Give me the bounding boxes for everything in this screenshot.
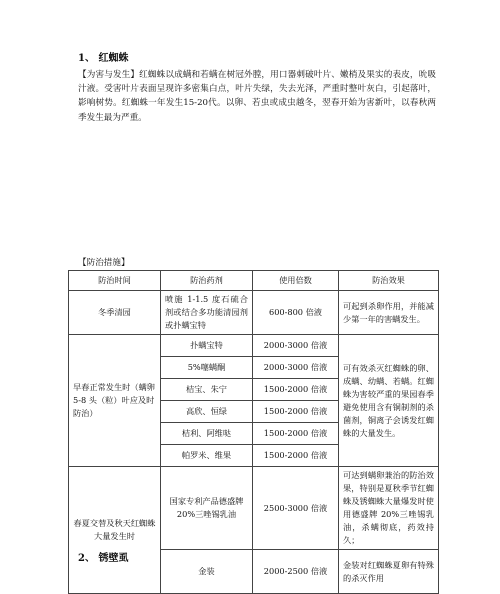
- cell-agent: 5%噻螨酮: [161, 357, 253, 379]
- cell-time: 春夏交替及秋天红蜘蛛大量发生时: [69, 467, 161, 594]
- cell-ratio: 1500-2000 倍液: [253, 445, 339, 467]
- cell-agent: 桔宝、朱宁: [161, 379, 253, 401]
- cell-ratio: 2000-2500 倍液: [253, 550, 339, 594]
- cell-agent: 国家专利产品德盛牌 20%三唑锡乳油: [161, 467, 253, 550]
- cell-effect: 可达到螨卵兼治的防治效果，特别是夏秋季节红蜘蛛及锈蜘蛛大量爆发时使用德盛牌 20%三唑锡乳油，杀螨彻底，药效持久；: [339, 467, 439, 550]
- header-ratio: 使用倍数: [253, 271, 339, 291]
- cell-ratio: 2500-3000 倍液: [253, 467, 339, 550]
- cell-ratio: 2000-3000 倍液: [253, 357, 339, 379]
- cell-time: 早春正常发生时（螨卵 5-8 头（粒）叶应及时防治）: [69, 335, 161, 467]
- cell-ratio: 1500-2000 倍液: [253, 423, 339, 445]
- cell-agent: 桔利、阿维哒: [161, 423, 253, 445]
- header-time: 防治时间: [69, 271, 161, 291]
- cell-effect: 可起到杀卵作用，并能减少第一年的害螨发生。: [339, 291, 439, 335]
- measures-title: 【防治措施】: [78, 258, 130, 268]
- cell-agent: 喷施 1-1.5 度石硫合剂或结合多功能清园剂或扑螨宝特: [161, 291, 253, 335]
- cell-agent: 金装: [161, 550, 253, 594]
- cell-agent: 帕罗米、维果: [161, 445, 253, 467]
- control-table: [68, 270, 439, 594]
- table-header-row: [69, 271, 439, 291]
- cell-effect: 金装对红蜘蛛夏卵有特殊的杀灭作用: [339, 550, 439, 594]
- header-effect: 防治效果: [339, 271, 439, 291]
- table-row: [69, 467, 439, 550]
- cell-ratio: 1500-2000 倍液: [253, 401, 339, 423]
- cell-ratio: 2000-3000 倍液: [253, 335, 339, 357]
- cell-ratio: 1500-2000 倍液: [253, 379, 339, 401]
- cell-time: 冬季清园: [69, 291, 161, 335]
- cell-ratio: 600-800 倍液: [253, 291, 339, 335]
- section-heading-red-spider: 1、 红蜘蛛: [78, 53, 129, 64]
- cell-effect: 可有效杀灭红蜘蛛的卵、成螨、幼螨、若螨。红蜘蛛为害较严重的果园春季避免使用含有铜制剂的杀菌剂，铜离子会诱发红蜘蛛的大量发生。: [339, 335, 439, 467]
- table-row: [69, 335, 439, 357]
- cell-agent: 高欣、恒绿: [161, 401, 253, 423]
- intro-paragraph: 【为害与发生】红蜘蛛以成螨和若螨在树冠外膛，用口器刺破叶片、嫩梢及果实的表皮，吮吸汁液。受害叶片表面呈现许多密集白点，叶片失绿，失去光泽，严重时整叶灰白，引起落叶，影响树势。红蜘蛛一年发生15-20代。以卵、若虫或成虫越冬，翌春开始为害新叶，以春秋两季发生最为严重。: [78, 70, 436, 123]
- section-heading-rust-mite: 2、 锈壁虱: [78, 553, 129, 564]
- cell-agent: 扑螨宝特: [161, 335, 253, 357]
- header-agent: 防治药剂: [161, 271, 253, 291]
- table-row: [69, 291, 439, 335]
